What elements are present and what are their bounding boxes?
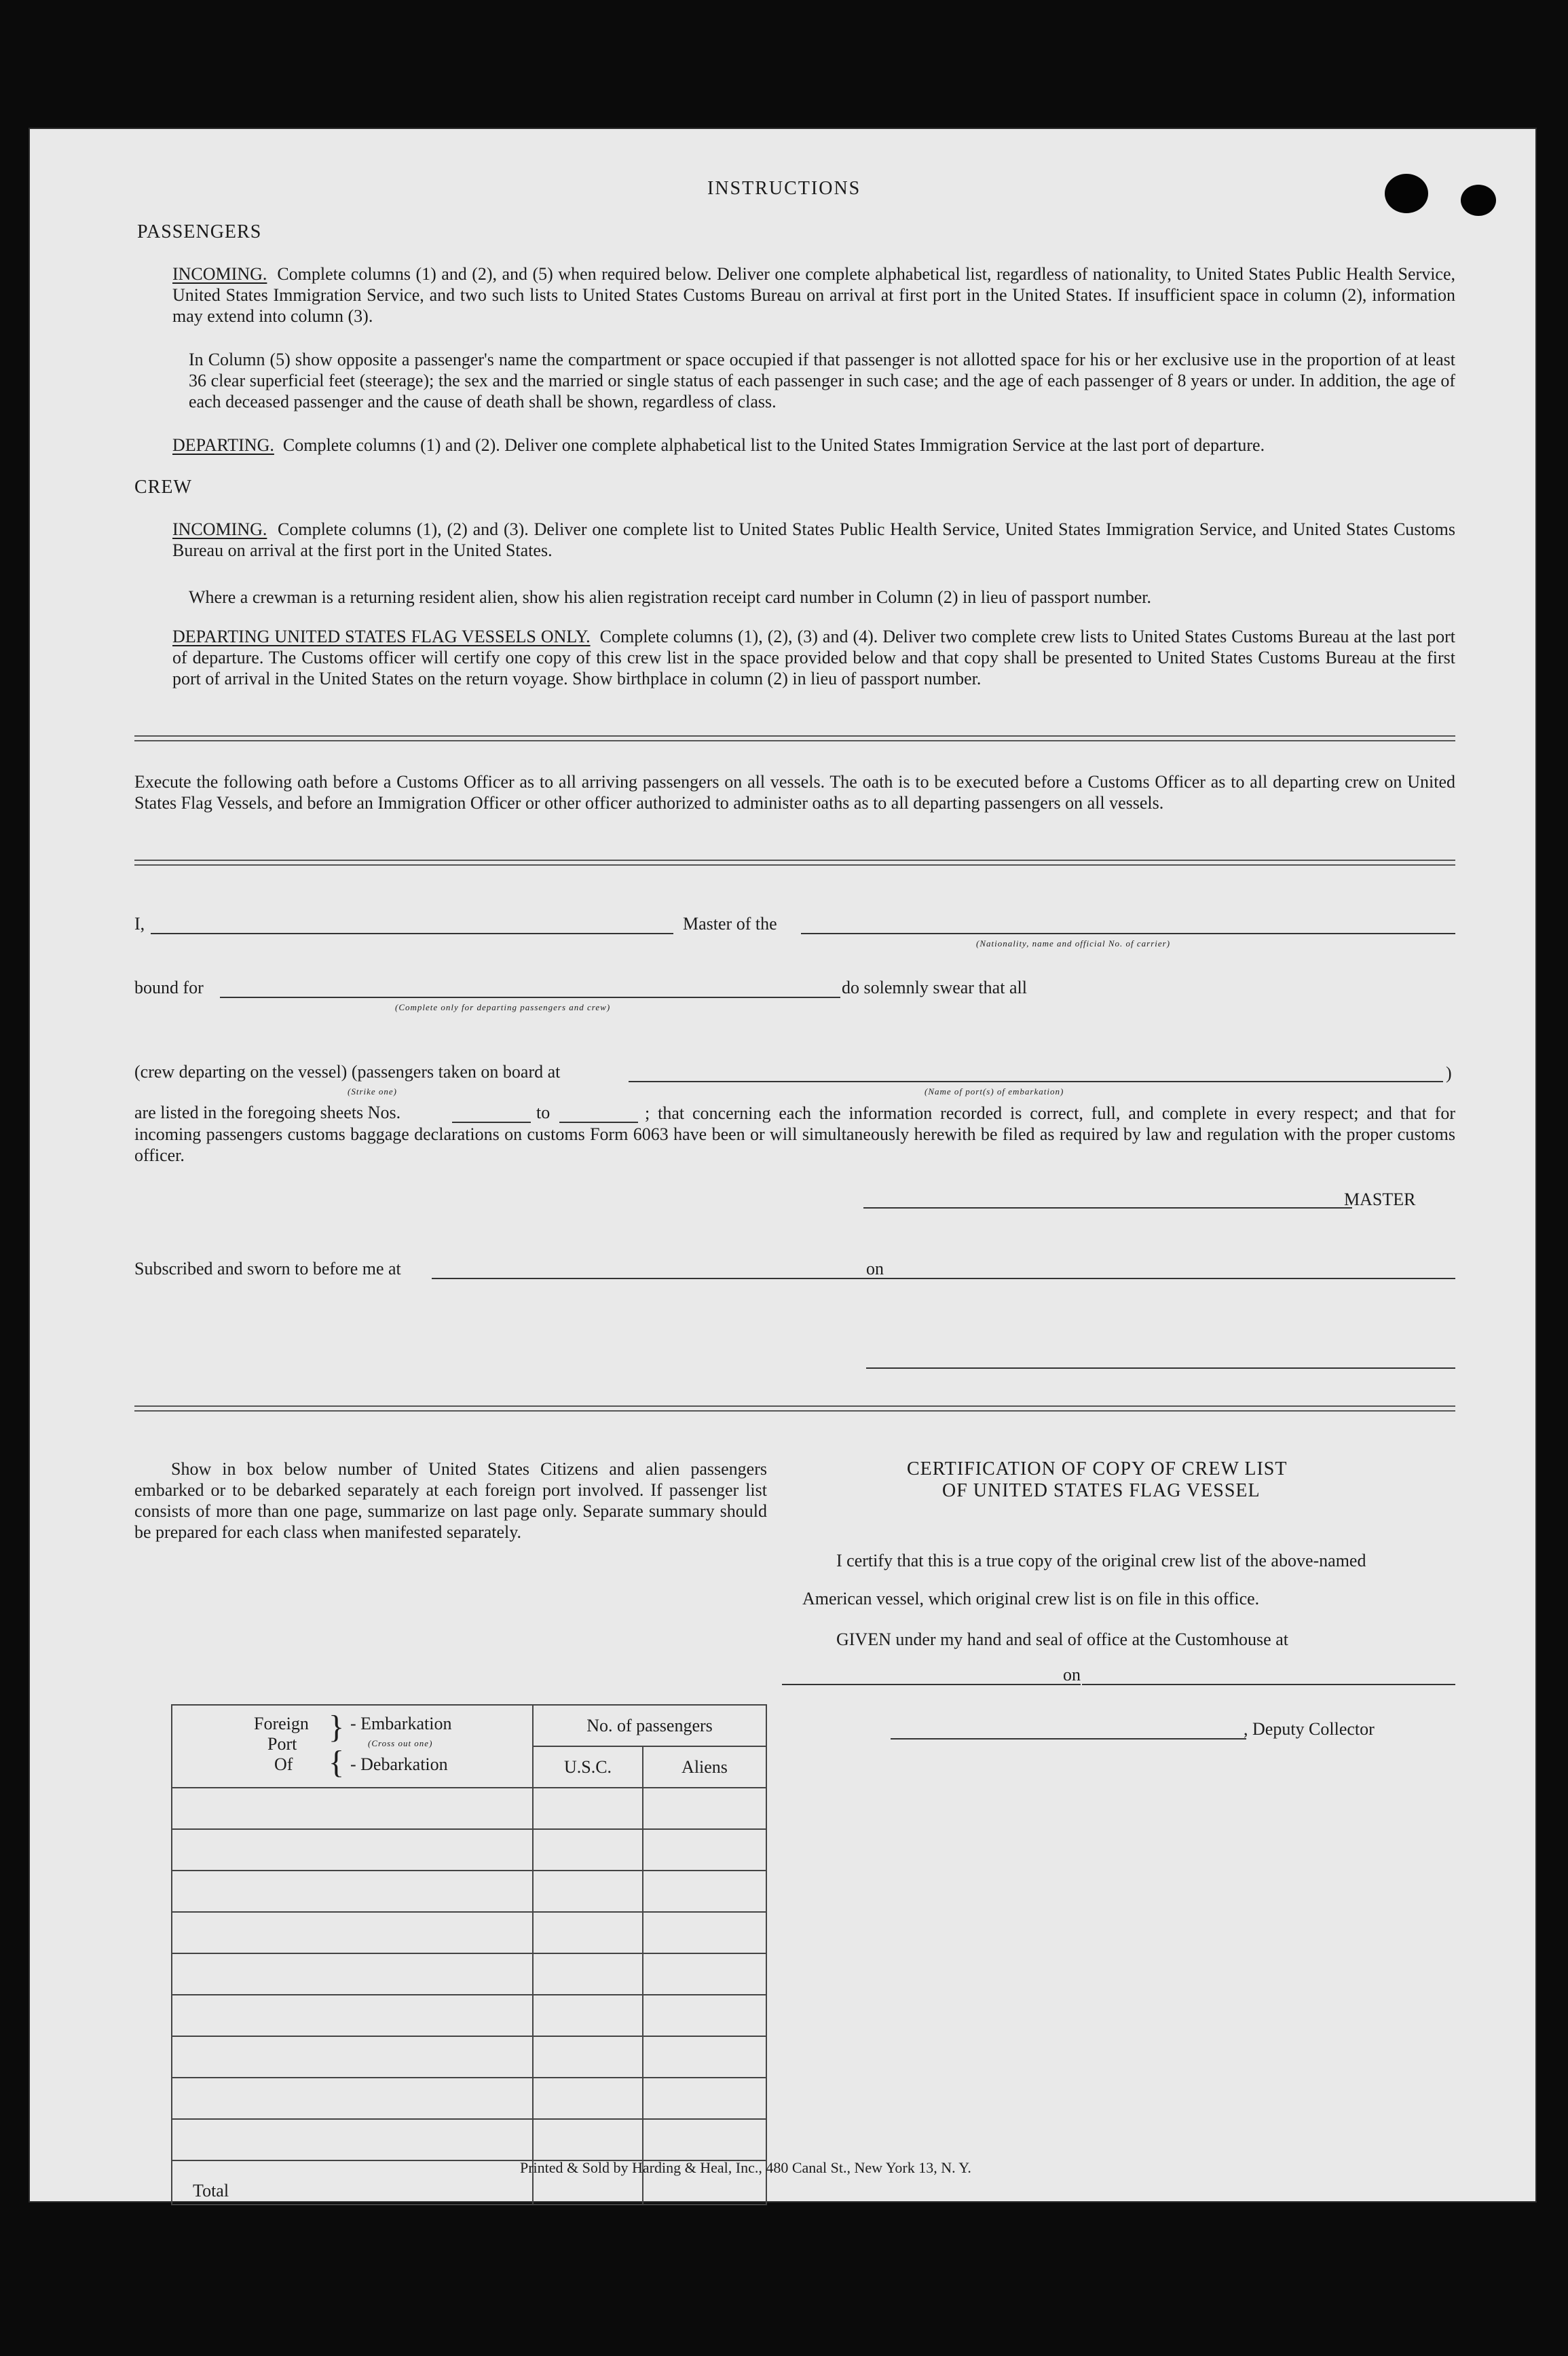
deputy-signature-field[interactable] xyxy=(891,1738,1246,1740)
passenger-summary-table xyxy=(171,1704,767,2205)
master-of-label: Master of the xyxy=(683,914,777,934)
bound-caption: (Complete only for departing passengers and crew) xyxy=(395,1002,611,1012)
crew-departing-text: Complete columns (1), (2), (3) and (4). Deliver two complete crew lists to United States Customs Bureau at the last port of departure. The Customs officer will certify one copy of this crew list in the space provided below and that copy shall be presented to United States Customs Bureau at the first port of arrival in the United States on the return voyage. Show birthplace in column (2) in lieu of passport number. xyxy=(172,627,1455,688)
cert-on-label: on xyxy=(1063,1665,1081,1685)
divider xyxy=(134,735,1455,741)
bound-for-field[interactable] xyxy=(220,997,840,998)
passengers-incoming-text: Complete columns (1) and (2), and (5) when required below. Deliver one complete alphabetical list, regardless of nationality, to United States Public Health Service, United States Immigration Service, and two such lists to United States Customs Bureau on arrival at first port in the United States. If insufficient space in column (2), information may extend into column (3). xyxy=(172,264,1456,326)
page-title: INSTRUCTIONS xyxy=(707,178,861,199)
passengers-departing-text: Complete columns (1) and (2). Deliver one complete alphabetical list to the United States Immigration Service at the last port of departure. xyxy=(282,435,1265,455)
swear-label: do solemnly swear that all xyxy=(842,978,1027,997)
officer-signature-field[interactable] xyxy=(866,1367,1455,1369)
bound-for-label: bound for xyxy=(134,978,204,997)
table-row xyxy=(172,1788,766,1829)
strike-label: (crew departing on the vessel) (passengers taken on board at xyxy=(134,1062,561,1082)
port-label: Port xyxy=(267,1734,297,1754)
passengers-incoming-paragraph xyxy=(172,263,1455,327)
crew-heading: CREW xyxy=(134,477,192,498)
table-row xyxy=(172,1995,766,2036)
sworn-at-field[interactable] xyxy=(432,1278,893,1279)
foreign-port-header xyxy=(172,1705,533,1788)
usc-header: U.S.C. xyxy=(533,1746,643,1788)
crew-departing-paragraph xyxy=(172,626,1455,689)
strike-caption: (Strike one) xyxy=(348,1086,398,1097)
crew-incoming-label: INCOMING. xyxy=(172,519,267,539)
column5-paragraph: In Column (5) show opposite a passenger's name the compartment or space occupied if that passenger is not allotted space for his or her exclusive use in the proportion of at least 36 clear superficial feet (steerage); the sex and the married or single status of each passenger in such case; and the age of each passenger of 8 years or under. In addition, the age of each deceased passenger and the cause of death shall be shown, regardless of class. xyxy=(189,350,1455,411)
divider xyxy=(134,860,1455,866)
deputy-collector-label: , Deputy Collector xyxy=(1244,1719,1375,1739)
form-sheet xyxy=(29,128,1537,2203)
table-row xyxy=(172,1953,766,1995)
crew-resident-paragraph: Where a crewman is a returning resident alien, show his alien registration receipt card number in Column (2) in lieu of passport number. xyxy=(189,587,1152,607)
certify-text: I certify that this is a true copy of the original crew list of the above-named xyxy=(836,1551,1366,1570)
crew-incoming-text: Complete columns (1), (2) and (3). Deliver one complete list to United States Public Health Service, United States Immigration Service, and United States Customs Bureau on arrival at the first port in the United States. xyxy=(172,519,1455,560)
nationality-caption: (Nationality, name and official No. of carrier) xyxy=(976,938,1171,949)
certification-title-line2: OF UNITED STATES FLAG VESSEL xyxy=(942,1480,1261,1501)
brace-icon: } xyxy=(329,1709,345,1745)
debarkation-label: - Debarkation xyxy=(350,1754,448,1774)
divider xyxy=(134,1405,1455,1412)
embarkation-label: - Embarkation xyxy=(350,1714,452,1733)
master-signature-field[interactable] xyxy=(863,1207,1352,1209)
cert-date-field[interactable] xyxy=(1082,1684,1455,1685)
passengers-departing-label: DEPARTING. xyxy=(172,435,274,455)
total-label: Total xyxy=(172,2160,533,2205)
foreign-label: Foreign xyxy=(254,1714,309,1733)
table-row xyxy=(172,1871,766,1912)
given-text: GIVEN under my hand and seal of office at the Customhouse at xyxy=(836,1630,1288,1649)
master-name-field[interactable] xyxy=(151,933,673,934)
close-paren: ) xyxy=(1446,1063,1452,1083)
aliens-header: Aliens xyxy=(643,1746,766,1788)
cross-out-caption: (Cross out one) xyxy=(368,1738,433,1748)
crew-incoming-paragraph xyxy=(172,519,1455,561)
subscribed-label: Subscribed and sworn to before me at xyxy=(134,1259,401,1278)
table-row xyxy=(172,2119,766,2160)
sworn-date-field[interactable] xyxy=(891,1278,1455,1279)
brace-icon: { xyxy=(329,1744,345,1780)
of-label: Of xyxy=(274,1754,293,1774)
sworn-on-label: on xyxy=(866,1259,884,1278)
carrier-field[interactable] xyxy=(801,933,1455,934)
no-of-passengers-header: No. of passengers xyxy=(533,1705,766,1746)
passengers-departing-paragraph xyxy=(172,435,1455,456)
summary-instructions: Show in box below number of United States Citizens and alien passengers embarked or to be debarked separately at each foreign port involved. If passenger list consists of more than one page, summarize on last page only. Separate summary should be prepared for each class when manifested separately. xyxy=(134,1459,767,1542)
table-row xyxy=(172,1912,766,1953)
vessel-text: American vessel, which original crew list is on file in this office. xyxy=(802,1589,1260,1608)
to-label: to xyxy=(536,1103,550,1122)
certification-title-line1: CERTIFICATION OF COPY OF CREW LIST xyxy=(907,1458,1288,1479)
crew-departing-label: DEPARTING UNITED STATES FLAG VESSELS ONLY. xyxy=(172,627,591,646)
table-row xyxy=(172,2078,766,2119)
cert-place-field[interactable] xyxy=(782,1684,1081,1685)
passengers-heading: PASSENGERS xyxy=(137,221,262,242)
master-label: MASTER xyxy=(1344,1190,1416,1209)
printer-footer: Printed & Sold by Harding & Heal, Inc., 480 Canal St., New York 13, N. Y. xyxy=(520,2159,971,2176)
passengers-incoming-label: INCOMING. xyxy=(172,264,267,284)
listed-text: ; that concerning each the information recorded is correct, full, and complete in every respect; and that for incoming passengers customs baggage declarations on customs Form 6063 have been or will simultaneously herewith be filed as required by law and regulation with the proper customs officer. xyxy=(134,1103,1455,1165)
ink-blot xyxy=(1385,174,1428,213)
i-label: I, xyxy=(134,914,145,934)
ports-caption: (Name of port(s) of embarkation) xyxy=(925,1086,1064,1097)
table-row xyxy=(172,2036,766,2078)
ports-field[interactable] xyxy=(629,1081,1443,1082)
ink-blot xyxy=(1461,185,1496,216)
table-row xyxy=(172,1829,766,1871)
oath-intro: Execute the following oath before a Customs Officer as to all arriving passengers on all vessels. The oath is to be executed before a Customs Officer as to all departing crew on United States Flag Vessels, and before an Immigration Officer or other officer authorized to administer oaths as to all departing passengers on all vessels. xyxy=(134,772,1455,813)
listed-label: are listed in the foregoing sheets Nos. xyxy=(134,1103,401,1122)
